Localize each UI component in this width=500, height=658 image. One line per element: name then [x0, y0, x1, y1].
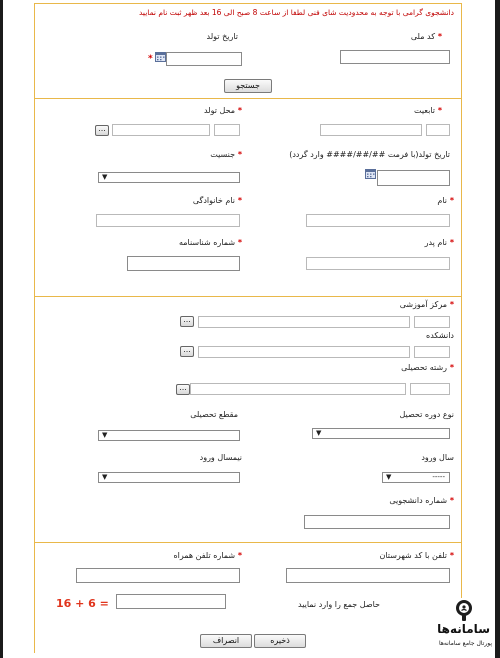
search-button[interactable]: جستجو [224, 79, 272, 93]
major-lookup-button[interactable]: ... [176, 384, 190, 395]
faculty-code-input[interactable] [414, 346, 450, 358]
mobile-label: * شماره تلفن همراه [173, 551, 242, 560]
faculty-label: دانشکده [426, 331, 454, 340]
chevron-down-icon: ▼ [102, 431, 108, 439]
nationality-name-input[interactable] [320, 124, 422, 136]
degree-select[interactable] [98, 430, 240, 441]
major-label: * رشته تحصیلی [401, 363, 454, 372]
phone-label: * تلفن با کد شهرستان [379, 551, 454, 560]
center-label: * مرکز آموزشی [399, 300, 454, 309]
cancel-button[interactable]: انصراف [200, 634, 252, 648]
first-name-label: * نام [437, 196, 454, 205]
last-name-input[interactable] [96, 214, 240, 227]
father-name-label: * نام پدر [424, 238, 454, 247]
samaneha-logo [432, 598, 494, 654]
captcha-input[interactable] [116, 594, 226, 609]
center-code-input[interactable] [414, 316, 450, 328]
birth-date-label: تاریخ تولد [206, 32, 238, 41]
degree-label: مقطع تحصیلی [190, 410, 238, 419]
faculty-lookup-button[interactable]: ... [180, 346, 194, 357]
student-number-label: * شماره دانشجویی [389, 496, 454, 505]
entry-year-select[interactable]: ▼ ----- [382, 472, 450, 483]
divider-2 [34, 296, 462, 297]
logo-tagline: پورتال جامع سامانه‌ها [438, 640, 492, 647]
phone-input[interactable] [286, 568, 450, 583]
gender-label: * جنسیت [210, 150, 242, 159]
student-number-input[interactable] [304, 515, 450, 529]
divider-1 [34, 98, 462, 99]
entry-year-label: سال ورود [421, 453, 454, 462]
faculty-name-input[interactable] [198, 346, 410, 358]
chevron-down-icon: ▼ [102, 173, 108, 181]
last-name-label: * نام خانوادگی [192, 196, 242, 205]
chevron-down-icon: ▼ [102, 473, 108, 481]
birth-place-label: * محل تولد [203, 106, 242, 115]
gender-select[interactable] [98, 172, 240, 183]
birth-place-lookup-button[interactable]: ... [95, 125, 109, 136]
birth-date-input[interactable] [166, 52, 242, 66]
father-name-input[interactable] [306, 257, 450, 270]
mobile-input[interactable] [76, 568, 240, 583]
captcha-label: حاصل جمع را وارد نمایید [298, 600, 380, 609]
search-magnifier-icon [452, 598, 476, 622]
id-number-input[interactable] [127, 256, 240, 271]
registration-notice: دانشجوی گرامی با توجه به محدودیت شای فنی لطفا از ساعت 8 صبح الی 16 بعد ظهر ثبت نام نمایید [139, 8, 454, 17]
required-mark: * [148, 54, 153, 64]
birth-date-format-label: تاریخ تولد(با فرمت ##/##/#### وارد گردد) [289, 150, 450, 159]
calendar-icon[interactable] [155, 52, 166, 62]
calendar-icon[interactable] [365, 169, 376, 179]
entry-semester-label: نیمسال ورود [199, 453, 242, 462]
major-code-input[interactable] [410, 383, 450, 395]
logo-brand: سامانه‌ها [437, 622, 490, 636]
birth-date-full-input[interactable] [377, 170, 450, 186]
chevron-down-icon: ▼ [386, 473, 392, 481]
national-code-label: * کد ملی [410, 32, 442, 41]
nationality-label: * تابعیت [414, 106, 442, 115]
course-type-select[interactable] [312, 428, 450, 439]
chevron-down-icon: ▼ [316, 429, 322, 437]
major-name-input[interactable] [190, 383, 406, 395]
course-type-label: نوع دوره تحصیل [399, 410, 454, 419]
id-number-label: * شماره شناسنامه [178, 238, 242, 247]
divider-top [34, 3, 462, 4]
birth-place-name-input[interactable] [112, 124, 210, 136]
captcha-expression: 16 + 6 = [56, 597, 109, 610]
first-name-input[interactable] [306, 214, 450, 227]
nationality-code-input[interactable] [426, 124, 450, 136]
divider-3 [34, 542, 462, 543]
center-lookup-button[interactable]: ... [180, 316, 194, 327]
birth-place-code-input[interactable] [214, 124, 240, 136]
save-button[interactable]: ذخیره [254, 634, 306, 648]
center-name-input[interactable] [198, 316, 410, 328]
national-code-input[interactable] [340, 50, 450, 64]
entry-semester-select[interactable] [98, 472, 240, 483]
